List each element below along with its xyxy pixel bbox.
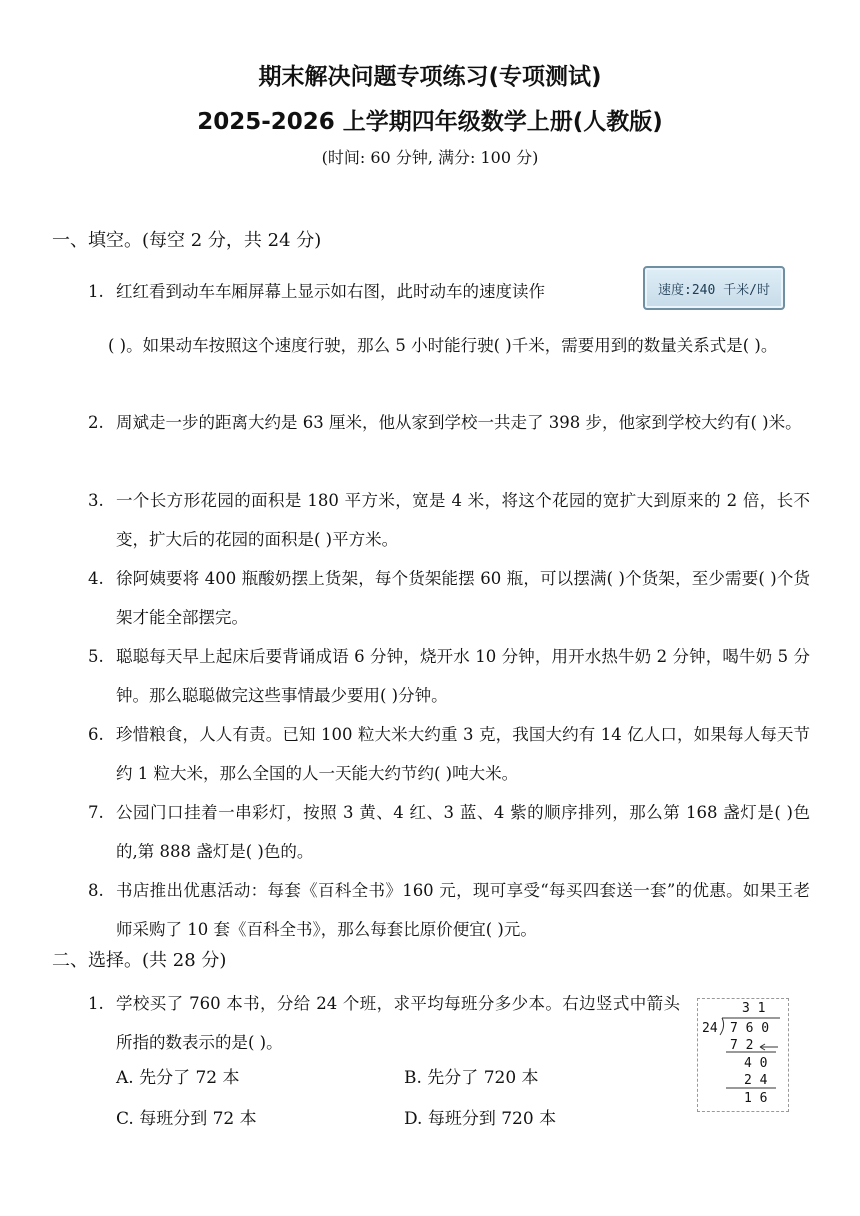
question-4 [88,559,810,637]
section-2-heading: 二、选择。(共 28 分) [52,950,227,971]
question-text: 聪聪每天早上起床后要背诵成语 6 分钟，烧开水 10 分钟，用开水热牛奶 2 分钟，喝牛奶 5 分钟。那么聪聪做完这些事情最少要用( )分钟。 [116,647,810,705]
long-division-figure [697,998,789,1112]
section-1-heading: 一、填空。(每空 2 分，共 24 分) [52,230,322,251]
exam-info: (时间: 60 分钟, 满分: 100 分) [321,148,539,167]
question-number: 8. [88,881,104,900]
question-text: 一个长方形花园的面积是 180 平方米，宽是 4 米，将这个花园的宽扩大到原来的 2 倍，长不变，扩大后的花园的面积是( )平方米。 [116,491,810,549]
partial-product-2: 2 4 [744,1073,768,1088]
partial-product-1: 7 2 [730,1038,754,1053]
question-2 [88,403,810,442]
choice-question-1 [88,984,680,1062]
question-7 [88,793,810,871]
question-text: 徐阿姨要将 400 瓶酸奶摆上货架，每个货架能摆 60 瓶，可以摆满( )个货架，至少需要( )个货架才能全部摆完。 [116,569,810,627]
option-b[interactable]: B. 先分了 720 本 [404,1068,539,1088]
question-6 [88,715,810,793]
question-number: 2. [88,413,104,432]
question-number: 6. [88,725,104,744]
question-number: 7. [88,803,104,822]
remainder-2: 1 6 [744,1091,768,1106]
divisor: 24 [702,1021,718,1036]
question-number: 1. [88,994,104,1013]
question-number: 4. [88,569,104,588]
remainder-1: 4 0 [744,1056,768,1071]
page-title: 期末解决问题专项练习(专项测试) [258,64,602,90]
dividend: 7 6 0 [730,1021,770,1036]
question-text: 周斌走一步的距离大约是 63 厘米，他从家到学校一共走了 398 步，他家到学校大约有( )米。 [116,413,802,432]
question-number: 5. [88,647,104,666]
question-number: 1. [88,282,104,301]
question-1-continued [108,326,810,365]
question-5 [88,637,810,715]
question-text: 书店推出优惠活动：每套《百科全书》160 元，现可享受“每买四套送一套”的优惠。如果王老师采购了 10 套《百科全书》，那么每套比原价便宜( )元。 [116,881,810,939]
page-subtitle: 2025-2026 上学期四年级数学上册(人教版) [197,109,663,135]
option-d[interactable]: D. 每班分到 720 本 [404,1109,557,1129]
question-number: 3. [88,491,104,510]
question-text: 公园门口挂着一串彩灯，按照 3 黄、4 红、3 蓝、4 紫的顺序排列，那么第 168 盏灯是( )色的,第 888 盏灯是( )色的。 [116,803,810,861]
speed-display: 速度:240 千米/时 [643,266,785,310]
question-3 [88,481,810,559]
quotient: 3 1 [742,1001,766,1016]
question-8 [88,871,810,949]
question-text: ( )。如果动车按照这个速度行驶，那么 5 小时能行驶( )千米，需要用到的数量关系式是( )。 [108,336,778,355]
option-c[interactable]: C. 每班分到 72 本 [116,1109,257,1129]
question-text: 学校买了 760 本书，分给 24 个班，求平均每班分多少本。右边竖式中箭头所指的数表示的是( )。 [116,994,680,1052]
option-a[interactable]: A. 先分了 72 本 [116,1068,240,1088]
question-text: 珍惜粮食，人人有责。已知 100 粒大米大约重 3 克，我国大约有 14 亿人口，如果每人每天节约 1 粒大米，那么全国的人一天能大约节约( )吨大米。 [116,725,810,783]
question-text: 红红看到动车车厢屏幕上显示如右图，此时动车的速度读作 [116,282,545,301]
